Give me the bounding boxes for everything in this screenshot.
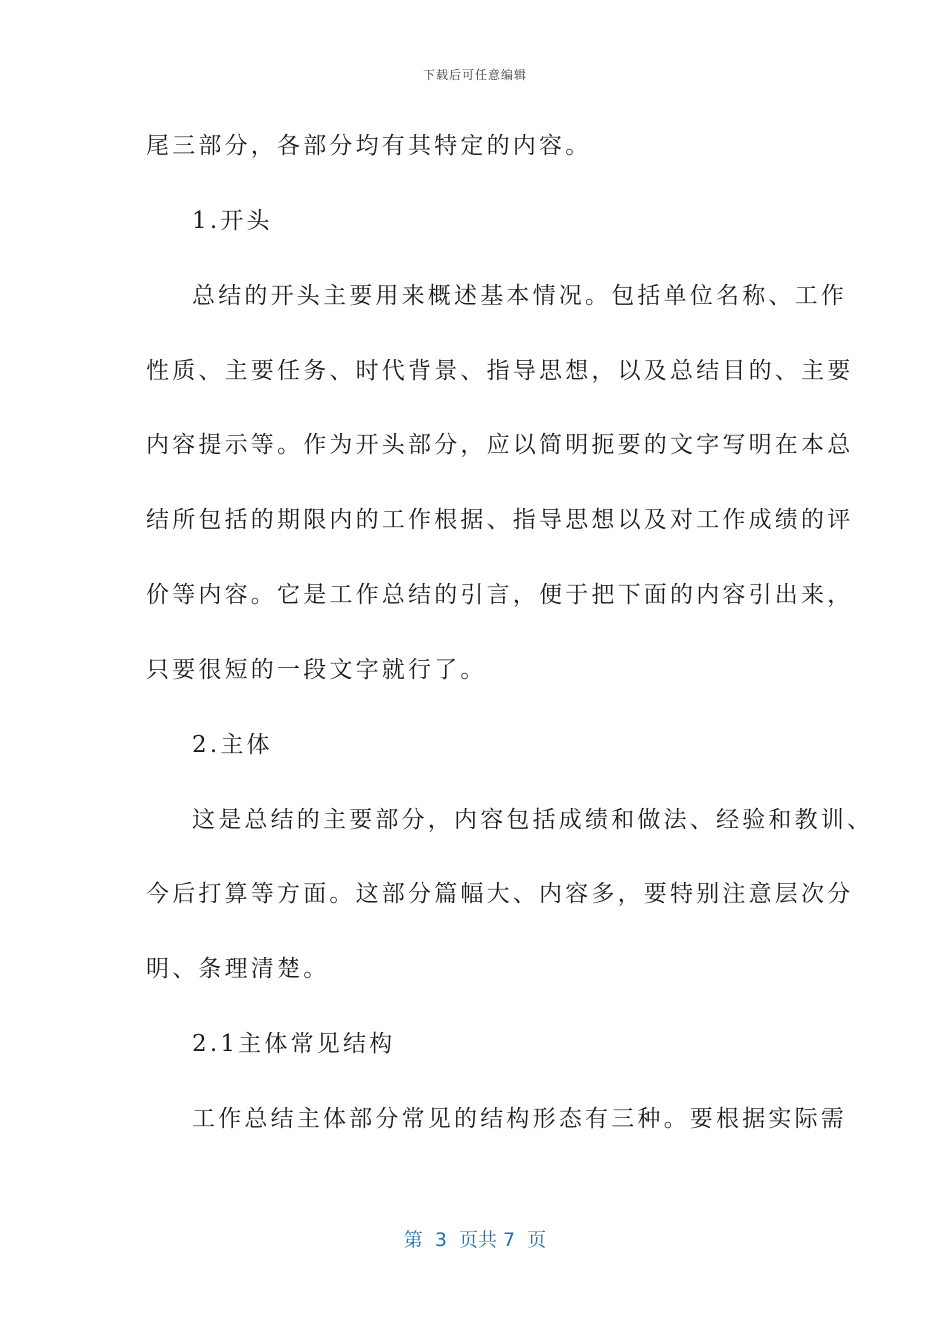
body-line: 明、条理清楚。 [146, 956, 330, 982]
body-line: 性质、主要任务、时代背景、指导思想，以及总结目的、主要 [146, 358, 854, 384]
body-line: 尾三部分，各部分均有其特定的内容。 [146, 133, 592, 159]
body-line: 价等内容。它是工作总结的引言，便于把下面的内容引出来， [146, 582, 854, 608]
page-header: 下载后可任意编辑 [422, 68, 527, 82]
body-line: 今后打算等方面。这部分篇幅大、内容多，要特别注意层次分 [146, 881, 854, 907]
body-line: 工作总结主体部分常见的结构形态有三种。要根据实际需 [192, 1106, 847, 1132]
subsection-heading: 2.1主体常见结构 [192, 1031, 396, 1057]
body-line: 结所包括的期限内的工作根据、指导思想以及对工作成绩的评 [146, 507, 854, 533]
page-number-footer: 第 3 页共 7 页 [403, 1229, 547, 1251]
section-heading: 1.开头 [192, 208, 273, 234]
section-heading: 2.主体 [192, 732, 273, 758]
body-line: 总结的开头主要用来概述基本情况。包括单位名称、工作 [192, 283, 847, 309]
body-line: 这是总结的主要部分，内容包括成绩和做法、经验和教训、 [192, 807, 874, 833]
body-line: 只要很短的一段文字就行了。 [146, 657, 487, 683]
body-line: 内容提示等。作为开头部分，应以简明扼要的文字写明在本总 [146, 432, 854, 458]
